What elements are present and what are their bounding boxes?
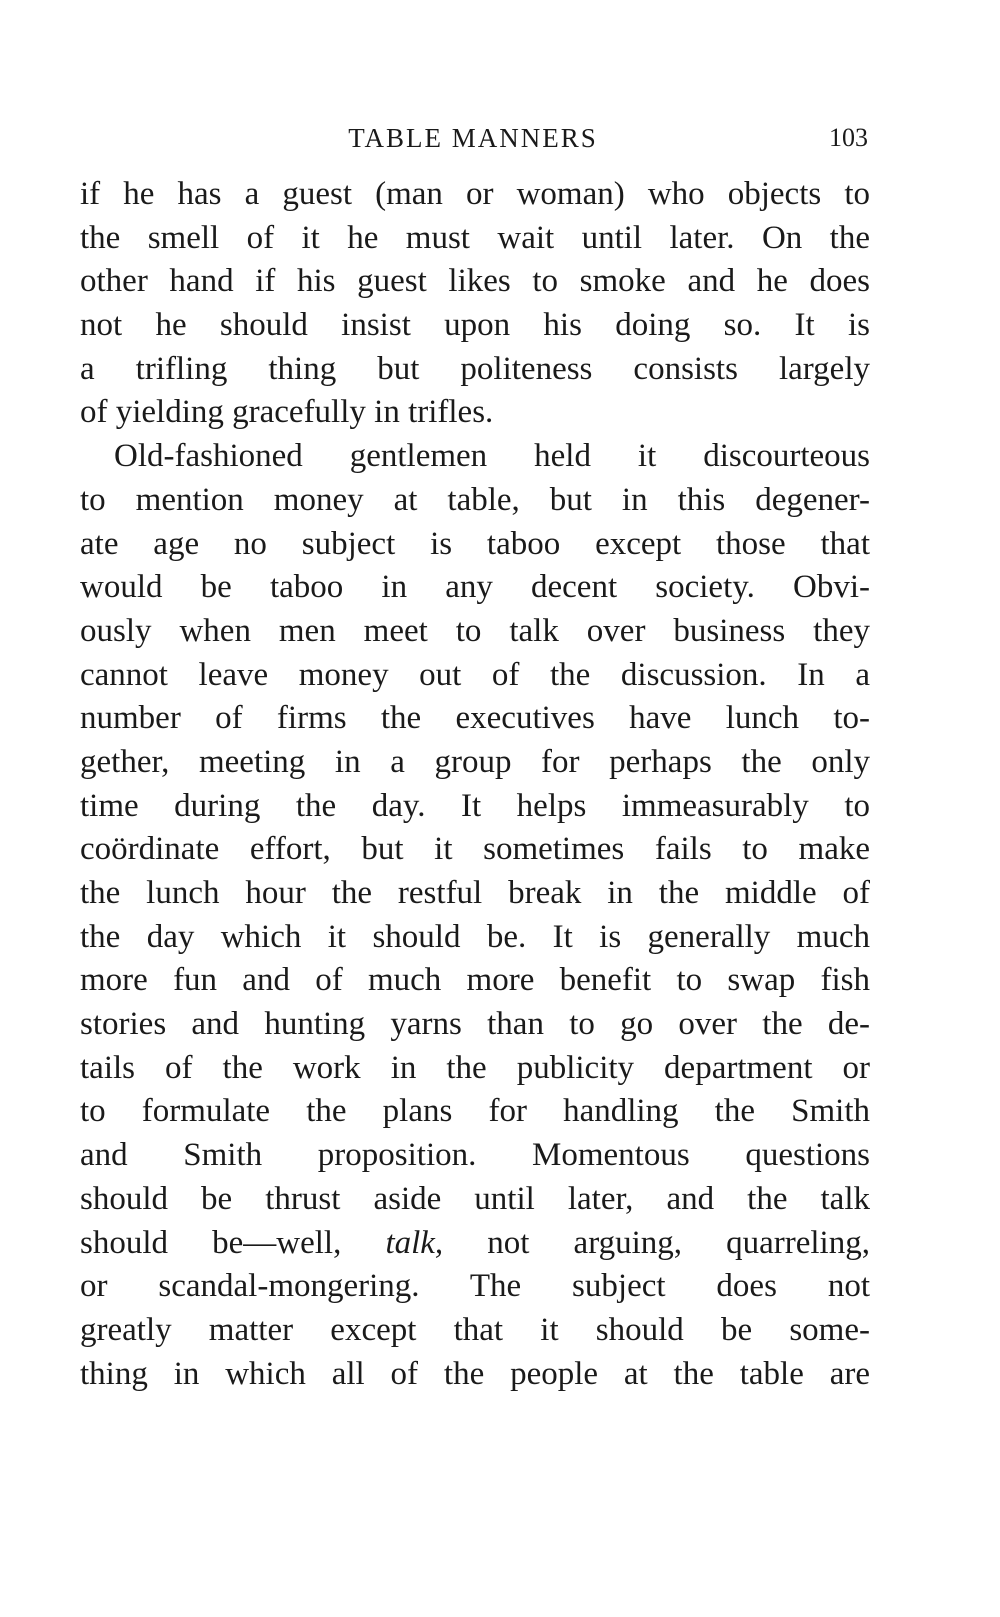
text-segment: should be—well, — [80, 1224, 386, 1261]
text-line: more fun and of much more benefit to swap fish — [80, 962, 870, 999]
text-line: gether, meeting in a group for perhaps the only — [80, 743, 870, 780]
text-line: to mention money at table, but in this degener- — [80, 481, 870, 518]
running-title: TABLE MANNERS — [348, 123, 598, 153]
text-line: ously when men meet to talk over business they — [80, 612, 870, 649]
text-line: if he has a guest (man or woman) who objects to — [80, 176, 870, 212]
text-line: coördinate effort, but it sometimes fails to make — [80, 831, 870, 868]
text-line: other hand if his guest likes to smoke and he does — [80, 263, 870, 300]
text-line-with-italic — [80, 1222, 870, 1266]
text-line: greatly matter except that it should be some- — [80, 1311, 870, 1348]
page-number: 103 — [829, 123, 868, 152]
text-line: not he should insist upon his doing so. It is — [80, 307, 870, 344]
text-line: or scandal-mongering. The subject does not — [80, 1268, 870, 1305]
text-line: the day which it should be. It is generally much — [80, 918, 870, 955]
text-line: tails of the work in the publicity department or — [80, 1049, 870, 1086]
body-text — [80, 173, 870, 1396]
text-line: the smell of it he must wait until later. On the — [80, 219, 870, 256]
text-line: to formulate the plans for handling the Smith — [80, 1093, 870, 1130]
text-line: should be thrust aside until later, and the talk — [80, 1180, 870, 1217]
text-line: the lunch hour the restful break in the middle of — [80, 875, 870, 911]
text-line: Old-fashioned gentlemen held it discourteous — [114, 438, 870, 475]
text-line: ate age no subject is taboo except those that — [80, 525, 870, 562]
text-line: of yielding gracefully in trifles. — [80, 394, 494, 431]
italic-word: talk, — [385, 1224, 444, 1261]
running-head — [78, 118, 868, 158]
text-line: and Smith proposition. Momentous questions — [80, 1137, 870, 1174]
text-line: thing in which all of the people at the table are — [80, 1355, 870, 1392]
text-line: number of firms the executives have lunch to- — [80, 700, 870, 737]
text-line: time during the day. It helps immeasurably to — [80, 787, 870, 824]
text-line: stories and hunting yarns than to go over the de- — [80, 1006, 870, 1043]
text-segment: not arguing, quarreling, — [443, 1224, 870, 1261]
text-line: cannot leave money out of the discussion. In a — [80, 656, 870, 693]
text-line: a trifling thing but politeness consists largely — [80, 350, 870, 387]
text-line: would be taboo in any decent society. Obvi- — [80, 569, 870, 606]
